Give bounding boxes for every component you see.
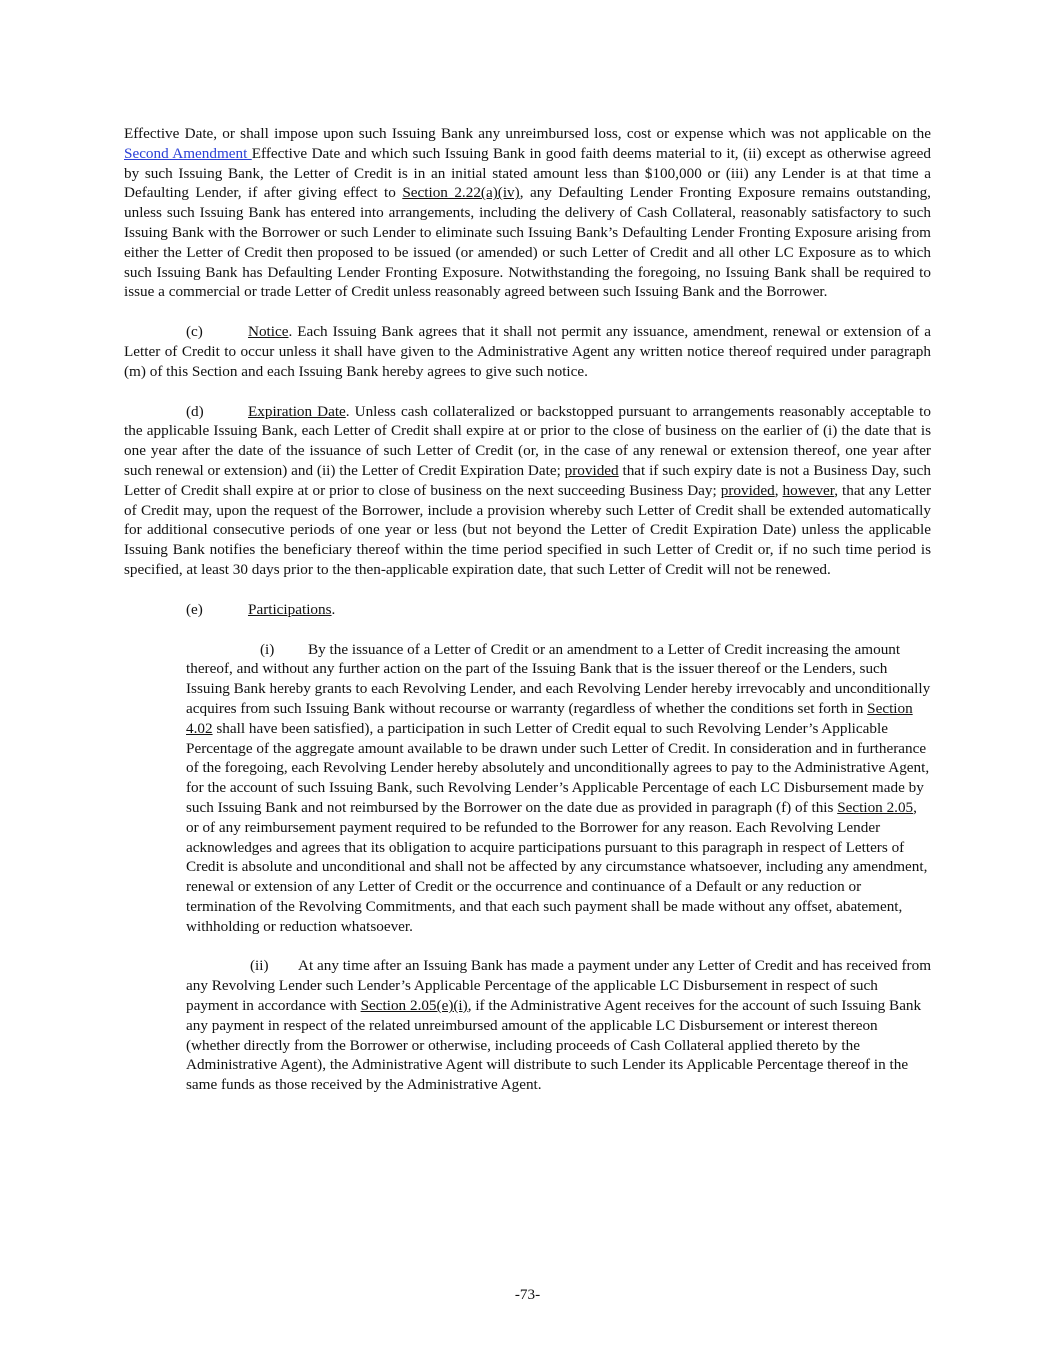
- paragraph-d-heading: Expiration Date: [248, 402, 346, 420]
- subparagraph-e-ii-number: (ii): [250, 957, 269, 975]
- paragraph-d-text-2: that if such expiry date is not a Business Day, such Letter of Credit shall expire at or prior to close of business on the next succeeding Business Day;: [124, 461, 931, 499]
- document-page: [124, 124, 931, 1095]
- intro-text-3: , any Defaulting Lender Fronting Exposure remains outstanding, unless such Issuing Bank has entered into arrangements, including the delivery of Cash Collateral, reasonably satisfactory to such Issuing Bank with the Borrower or such Lender to eliminate such Issuing Bank’s Defaulting Lender Fronting Exposure arising from either the Letter of Credit then proposed to be issued (or amended) or such Letter of Credit and all other LC Exposure as to which such Issuing Bank has Defaulting Lender Fronting Exposure. Notwithstanding the foregoing, no Issuing Bank shall be required to issue a commercial or trade Letter of Credit unless reasonably agreed between such Issuing Bank and the Borrower.: [124, 184, 931, 301]
- paragraph-c: [124, 322, 931, 381]
- paragraph-d-text-1: . Unless cash collateralized or backstopped pursuant to arrangements reasonably acceptable to the applicable Issuing Bank, each Letter of Credit shall expire at or prior to the close of business on the earlier of (i) the date that is one year after the date of the issuance of such Letter of Credit (or, in the case of any renewal or extension thereof, one year after such renewal or extension) and (ii) the Letter of Credit Expiration Date;: [124, 402, 931, 479]
- second-amendment-link[interactable]: Second Amendment: [124, 144, 252, 162]
- page-number: -73-: [514, 1286, 541, 1303]
- subparagraph-e-i: [186, 640, 931, 937]
- paragraph-d-number: (d): [186, 402, 204, 420]
- subparagraph-e-i-number: (i): [260, 640, 275, 658]
- intro-text-1: Effective Date, or shall impose upon such Issuing Bank any unreimbursed loss, cost or expense which was not applicable on the: [124, 125, 931, 142]
- section-ref-2-05-e-i: Section 2.05(e)(i): [360, 997, 468, 1015]
- subparagraph-e-i-text-2: shall have been satisfied), a participation in such Letter of Credit equal to such Revolving Lender’s Applicable Percentage of the aggregate amount available to be drawn under such Letter of Credit. In consideration and in furtherance of the foregoing, each Revolving Lender hereby absolutely and unconditionally agrees to pay to the Administrative Agent, for the account of such Issuing Bank, such Revolving Lender’s Applicable Percentage of each LC Disbursement made by such Issuing Bank and not reimbursed by the Borrower on the date due as provided in paragraph (f) of this: [186, 719, 930, 816]
- paragraph-c-number: (c): [186, 323, 203, 341]
- paragraph-e-heading: Participations: [248, 600, 332, 618]
- paragraph-c-heading: Notice: [248, 323, 289, 341]
- subparagraph-e-ii: [186, 956, 931, 1095]
- paragraph-d-text-3: , that any Letter of Credit may, upon the request of the Borrower, include a provision whereby such Letter of Credit shall be extended automatically for additional consecutive periods of one year or less (but not beyond the Letter of Credit Expiration Date) unless the applicable Issuing Bank notifies the beneficiary thereof within the time period specified in such Letter of Credit or, if no such time period is specified, at least 30 days prior to the then-applicable expiration date, that such Letter of Credit will not be renewed.: [124, 481, 932, 578]
- intro-text-2: Effective Date and which such Issuing Bank in good faith deems material to it, (ii) except as otherwise agreed by such Issuing Bank, the Letter of Credit is in an initial stated amount less than $100,000 or (iii) any Lender is at that time a Defaulting Lender, if after giving effect to: [124, 144, 931, 202]
- however-term: however: [782, 481, 835, 499]
- section-ref-4-02: Section 4.02: [186, 699, 913, 737]
- section-ref-2-22: Section 2.22(a)(iv): [402, 184, 520, 202]
- provided-term-1: provided: [564, 461, 619, 479]
- subparagraph-e-ii-text-1: At any time after an Issuing Bank has made a payment under any Letter of Credit and has received from any Revolving Lender such Lender’s Applicable Percentage of the applicable LC Disbursement in respect of such payment in accordance with: [186, 957, 932, 1015]
- paragraph-e-period: .: [331, 600, 336, 618]
- paragraph-d-comma: ,: [774, 481, 783, 499]
- provided-term-2: provided: [720, 481, 775, 499]
- paragraph-d: [124, 402, 931, 580]
- subparagraph-e-i-text-1: By the issuance of a Letter of Credit or an amendment to a Letter of Credit increasing the amount thereof, and without any further action on the part of the Issuing Bank that is the issuer thereof or the Lenders, such Issuing Bank hereby grants to each Revolving Lender, and each Revolving Lender hereby irrevocably and unconditionally acquires from such Issuing Bank without recourse or warranty (regardless of whether the conditions set forth in: [186, 640, 931, 717]
- intro-paragraph: [124, 124, 931, 302]
- subparagraph-e-i-text-3: , or of any reimbursement payment required to be refunded to the Borrower for any reason. Each Revolving Lender acknowledges and agrees that its obligation to acquire participations pursuant to this paragraph in respect of Letters of Credit is absolute and unconditional and shall not be affected by any circumstance whatsoever, including any amendment, renewal or extension of any Letter of Credit or the occurrence and continuance of a Default or any reduction or termination of the Revolving Commitments, and that each such payment shall be made without any offset, abatement, withholding or reduction whatsoever.: [186, 798, 928, 935]
- paragraph-c-text: . Each Issuing Bank agrees that it shall not permit any issuance, amendment, renewal or extension of a Letter of Credit to occur unless it shall have given to the Administrative Agent any written notice thereof required under paragraph (m) of this Section and each Issuing Bank hereby agrees to give such notice.: [124, 323, 931, 380]
- paragraph-e: [124, 600, 931, 620]
- section-ref-2-05: Section 2.05: [837, 798, 914, 816]
- subparagraph-e-ii-text-2: , if the Administrative Agent receives for the account of such Issuing Bank any payment in respect of the related unreimbursed amount of the applicable LC Disbursement or interest thereon (whether directly from the Borrower or otherwise, including proceeds of Cash Collateral applied thereto by the Administrative Agent), the Administrative Agent will distribute to such Lender its Applicable Percentage thereof in the same funds as those received by the Administrative Agent.: [186, 997, 922, 1094]
- paragraph-e-number: (e): [186, 600, 203, 618]
